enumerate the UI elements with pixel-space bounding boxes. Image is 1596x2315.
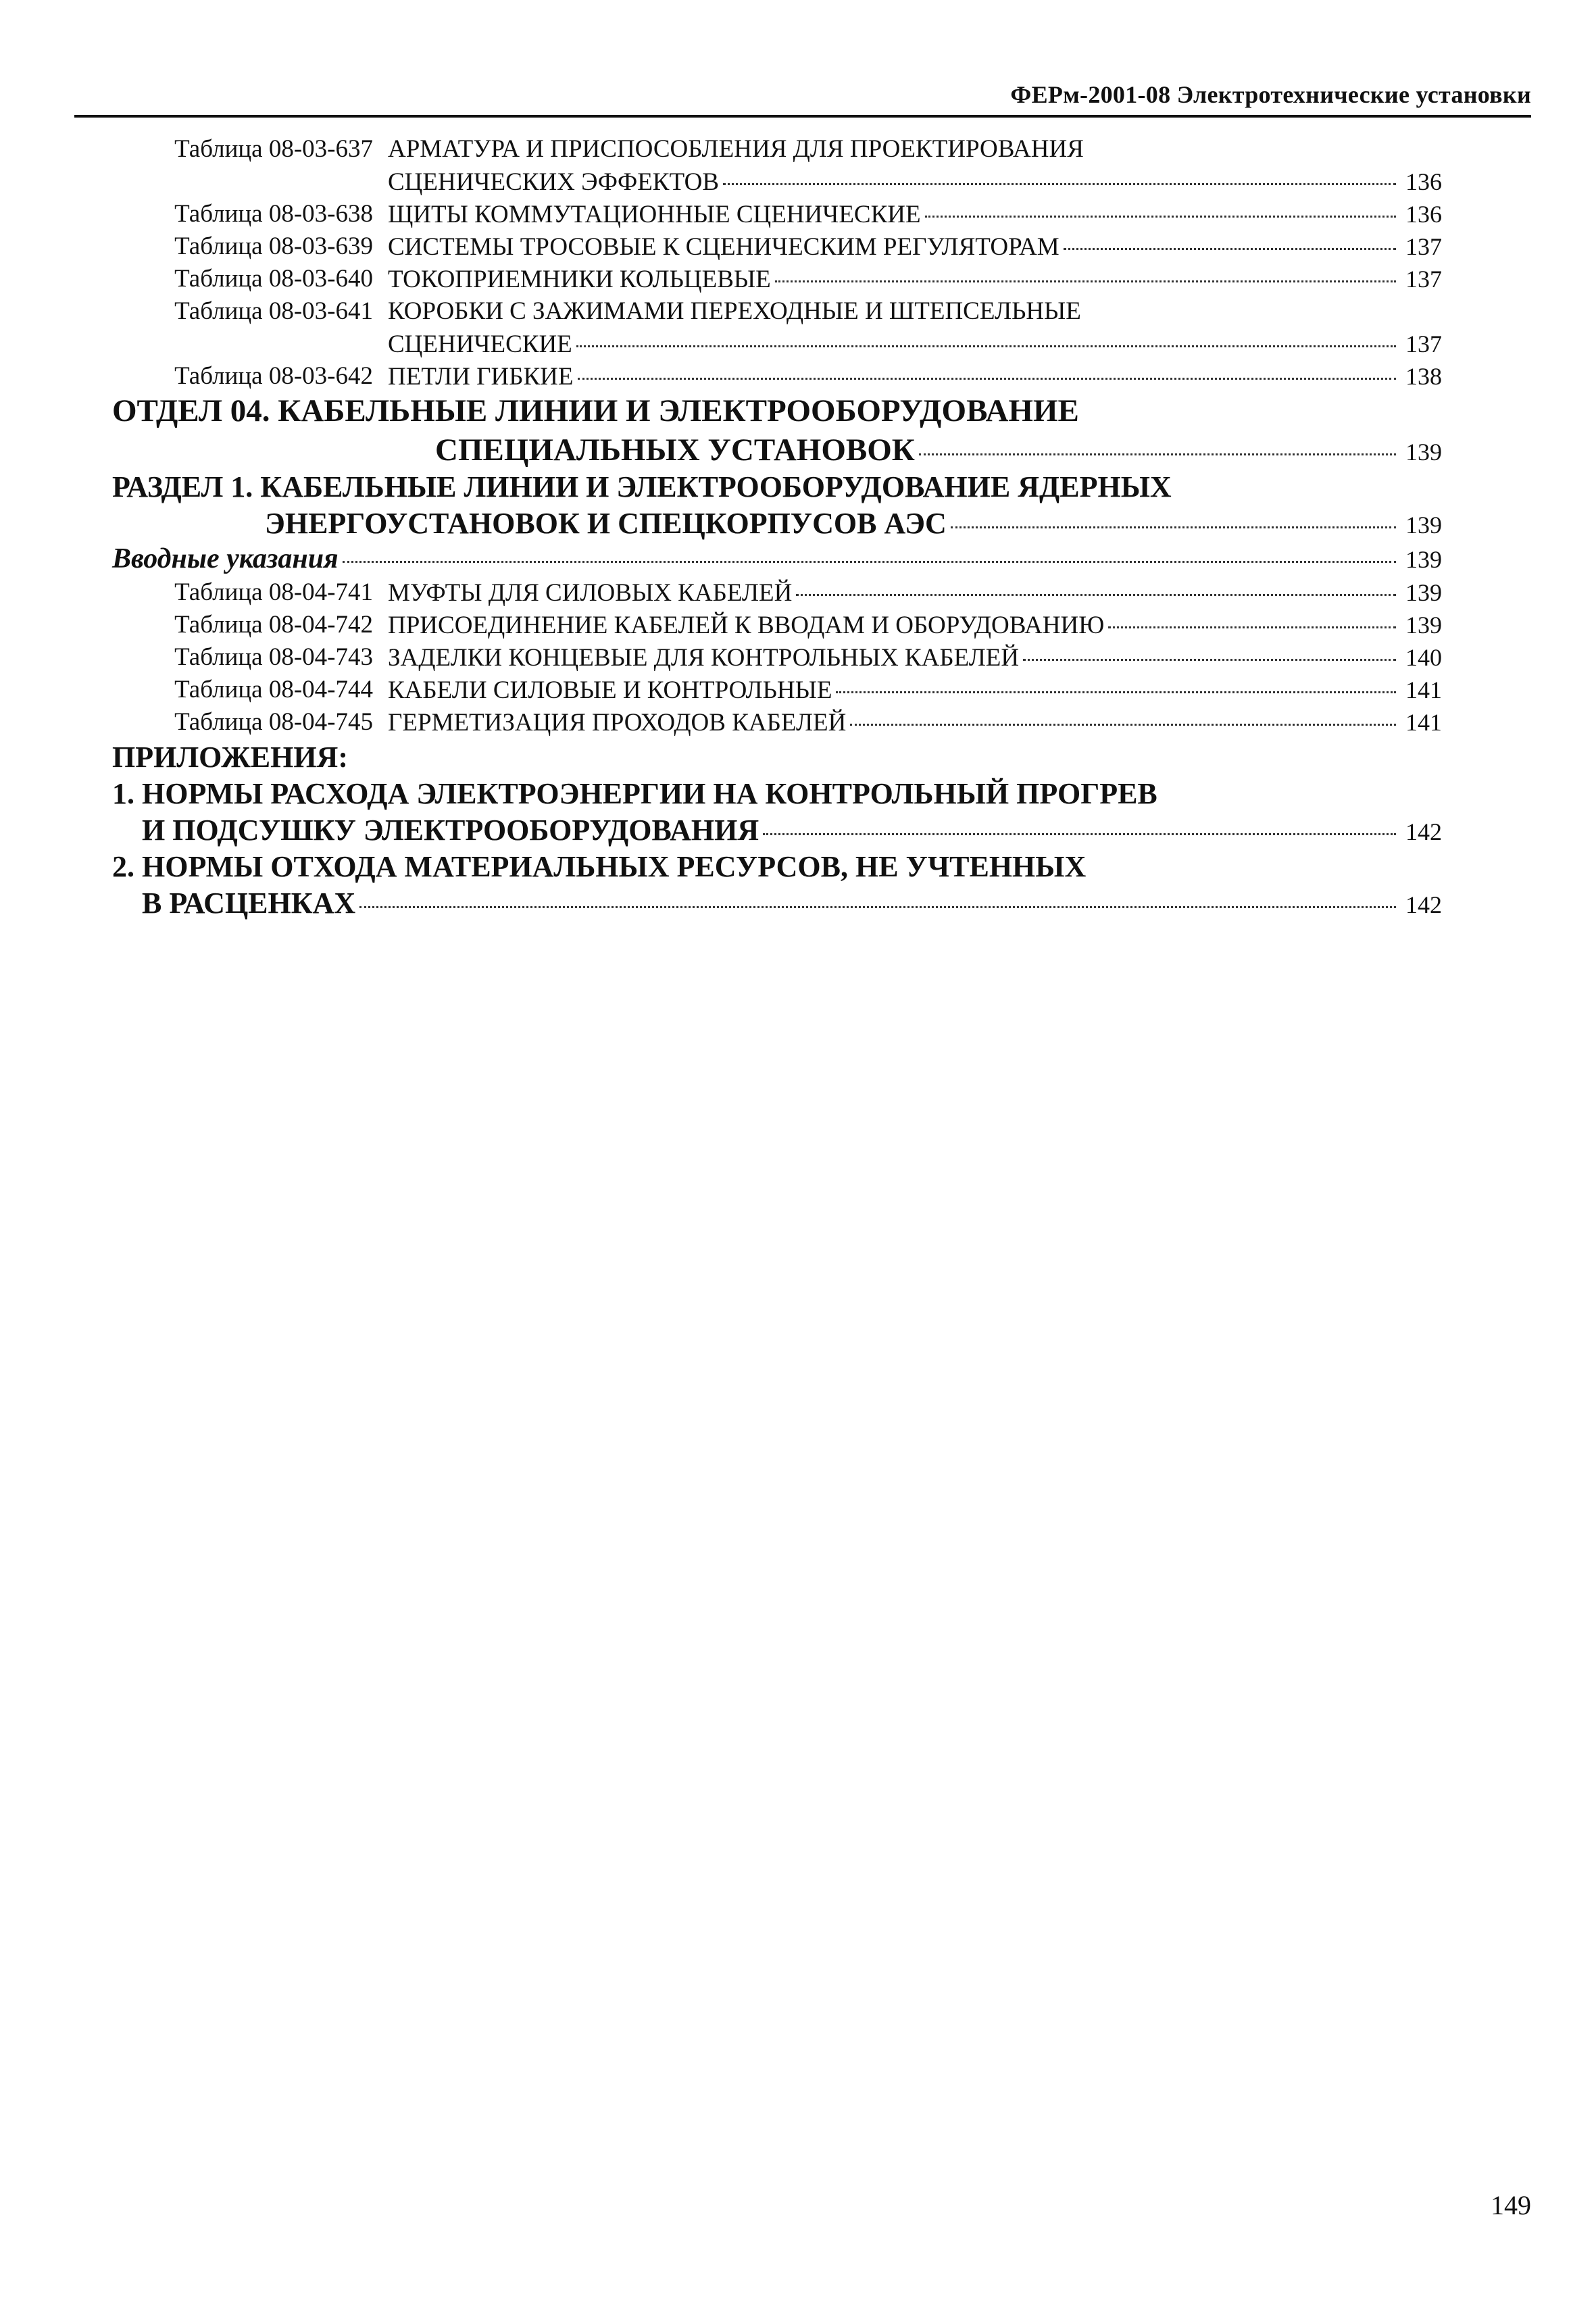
dot-leader — [836, 691, 1396, 693]
toc-appendix-2[interactable] — [0, 847, 1596, 887]
toc-entry-title: ТОКОПРИЕМНИКИ КОЛЬЦЕВЫЕ — [388, 266, 771, 293]
toc-entry-page: 142 — [1405, 818, 1442, 845]
toc-entry-08-04-742[interactable] — [0, 608, 1596, 642]
toc-prilozheniya[interactable] — [0, 738, 1596, 777]
toc-razdel-1[interactable] — [0, 468, 1596, 507]
toc-entry-page: 140 — [1405, 644, 1442, 671]
toc-razdel-line1: РАЗДЕЛ 1. КАБЕЛЬНЫЕ ЛИНИИ И ЭЛЕКТРООБОРУДОВАНИЕ ЯДЕРНЫХ — [112, 470, 1172, 503]
toc-entry-dotted — [388, 576, 1442, 610]
toc-entry-title-line1: АРМАТУРА И ПРИСПОСОБЛЕНИЯ ДЛЯ ПРОЕКТИРОВАНИЯ — [388, 135, 1084, 163]
toc-appendix-1-cont[interactable] — [0, 811, 1596, 850]
toc-razdel-line2: ЭНЕРГОУСТАНОВОК И СПЕЦКОРПУСОВ АЭС — [265, 507, 947, 540]
toc-entry-label: Таблица 08-03-640 — [174, 265, 373, 293]
toc-entry-page: 141 — [1405, 676, 1442, 703]
toc-vvodnye-title: Вводные указания — [112, 543, 339, 574]
toc-entry-page: 139 — [1405, 439, 1442, 466]
toc-entry-title: МУФТЫ ДЛЯ СИЛОВЫХ КАБЕЛЕЙ — [388, 579, 793, 607]
toc-entry-title: ПРИСОЕДИНЕНИЕ КАБЕЛЕЙ К ВВОДАМ И ОБОРУДОВАНИЮ — [388, 612, 1105, 639]
toc-appendix-1-line2: И ПОДСУШКУ ЭЛЕКТРООБОРУДОВАНИЯ — [142, 814, 759, 847]
toc-entry-label: Таблица 08-04-743 — [174, 643, 373, 671]
toc-entry-label: Таблица 08-03-642 — [174, 362, 373, 390]
running-header: ФЕРм-2001-08 Электротехнические установки — [1010, 81, 1531, 108]
dot-leader — [1023, 659, 1396, 661]
dot-leader — [1108, 626, 1396, 628]
toc-appendix-2-cont[interactable] — [0, 884, 1596, 923]
toc-entry-dotted — [388, 262, 1442, 297]
toc-razdel-1-cont[interactable] — [0, 504, 1596, 543]
toc-entry-dotted — [142, 811, 1442, 851]
toc-entry-08-04-744[interactable] — [0, 673, 1596, 707]
toc-entry-08-04-741[interactable] — [0, 576, 1596, 609]
toc-appendix-1-line1: 1. НОРМЫ РАСХОДА ЭЛЕКТРОЭНЕРГИИ НА КОНТРОЛЬНЫЙ ПРОГРЕВ — [112, 777, 1157, 810]
toc-entry-page: 142 — [1405, 891, 1442, 918]
toc-entry-page: 138 — [1405, 363, 1442, 390]
toc-entry-dotted — [388, 359, 1442, 394]
toc-entry-page: 137 — [1405, 233, 1442, 260]
toc-entry-page: 136 — [1405, 201, 1442, 228]
toc-entry-page: 139 — [1405, 546, 1442, 573]
toc-entry-08-04-745[interactable] — [0, 705, 1596, 739]
toc-entry-label: Таблица 08-04-745 — [174, 708, 373, 736]
dot-leader — [576, 345, 1396, 347]
toc-vvodnye-ukazaniya[interactable] — [0, 541, 1596, 577]
toc-entry-08-03-642[interactable] — [0, 359, 1596, 393]
toc-appendix-2-line2: В РАСЦЕНКАХ — [142, 887, 356, 920]
dot-leader — [850, 724, 1396, 726]
toc-entry-title: СИСТЕМЫ ТРОСОВЫЕ К СЦЕНИЧЕСКИМ РЕГУЛЯТОРАМ — [388, 233, 1059, 261]
toc-entry-08-03-637-cont[interactable] — [0, 165, 1596, 199]
toc-entry-page: 136 — [1405, 168, 1442, 195]
toc-entry-page: 139 — [1405, 612, 1442, 639]
toc-entry-page: 141 — [1405, 709, 1442, 736]
toc-otdel-04-cont[interactable] — [0, 430, 1596, 470]
toc-entry-dotted — [388, 641, 1442, 675]
toc-entry-08-03-639[interactable] — [0, 230, 1596, 264]
toc-entry-label: Таблица 08-03-639 — [174, 232, 373, 260]
toc-otdel-04[interactable] — [0, 391, 1596, 431]
toc-appendix-2-line1: 2. НОРМЫ ОТХОДА МАТЕРИАЛЬНЫХ РЕСУРСОВ, НЕ УЧТЕННЫХ — [112, 850, 1087, 883]
dot-leader — [1064, 248, 1396, 250]
toc-entry-dotted — [388, 705, 1442, 740]
toc-entry-dotted — [388, 197, 1442, 232]
toc-entry-title: ПЕТЛИ ГИБКИЕ — [388, 363, 574, 391]
toc-entry-title-line2: СЦЕНИЧЕСКИХ ЭФФЕКТОВ — [388, 168, 719, 196]
dot-leader — [763, 833, 1396, 835]
toc-entry-dotted — [388, 165, 1442, 199]
toc-prilozheniya-title: ПРИЛОЖЕНИЯ: — [112, 741, 348, 774]
toc-entry-title: ЩИТЫ КОММУТАЦИОННЫЕ СЦЕНИЧЕСКИЕ — [388, 201, 921, 228]
toc-entry-label: Таблица 08-03-641 — [174, 297, 373, 325]
toc-entry-page: 137 — [1405, 266, 1442, 293]
toc-entry-dotted — [388, 230, 1442, 264]
toc-otdel-line1: ОТДЕЛ 04. КАБЕЛЬНЫЕ ЛИНИИ И ЭЛЕКТРООБОРУДОВАНИЕ — [112, 393, 1079, 428]
toc-entry-title: ЗАДЕЛКИ КОНЦЕВЫЕ ДЛЯ КОНТРОЛЬНЫХ КАБЕЛЕЙ — [388, 644, 1020, 672]
toc-entry-08-04-743[interactable] — [0, 641, 1596, 674]
dot-leader — [951, 526, 1396, 528]
toc-otdel-line2: СПЕЦИАЛЬНЫХ УСТАНОВОК — [435, 432, 915, 468]
toc-entry-08-03-638[interactable] — [0, 197, 1596, 231]
toc-entry-dotted — [388, 327, 1442, 362]
toc-entry-08-03-637[interactable] — [0, 132, 1596, 166]
toc-entry-dotted — [435, 430, 1442, 472]
toc-entry-08-03-640[interactable] — [0, 262, 1596, 296]
toc-entry-label: Таблица 08-04-744 — [174, 676, 373, 703]
toc-entry-dotted — [265, 504, 1442, 545]
toc-entry-08-03-641-cont[interactable] — [0, 327, 1596, 361]
toc-entry-title-line2: СЦЕНИЧЕСКИЕ — [388, 330, 572, 358]
toc-entry-dotted — [388, 608, 1442, 643]
dot-leader — [359, 906, 1396, 908]
toc-entry-08-03-641[interactable] — [0, 295, 1596, 328]
dot-leader — [723, 183, 1396, 185]
toc-entry-page: 137 — [1405, 330, 1442, 357]
toc-entry-page: 139 — [1405, 579, 1442, 606]
toc-entry-title: КАБЕЛИ СИЛОВЫЕ И КОНТРОЛЬНЫЕ — [388, 676, 832, 704]
toc-entry-label: Таблица 08-04-741 — [174, 578, 373, 606]
dot-leader — [578, 378, 1396, 380]
toc-entry-page: 139 — [1405, 512, 1442, 539]
toc-entry-dotted — [142, 884, 1442, 924]
toc-entry-label: Таблица 08-03-638 — [174, 200, 373, 228]
dot-leader — [343, 561, 1396, 563]
header-rule — [74, 115, 1531, 118]
toc-entry-title: ГЕРМЕТИЗАЦИЯ ПРОХОДОВ КАБЕЛЕЙ — [388, 709, 847, 737]
toc-appendix-1[interactable] — [0, 774, 1596, 814]
dot-leader — [925, 216, 1396, 218]
toc-entry-label: Таблица 08-04-742 — [174, 611, 373, 639]
page-number: 149 — [1491, 2190, 1531, 2220]
dot-leader — [775, 280, 1396, 282]
toc-entry-label: Таблица 08-03-637 — [174, 135, 373, 163]
dot-leader — [796, 594, 1396, 596]
toc-entry-dotted — [388, 673, 1442, 707]
dot-leader — [919, 453, 1396, 455]
toc-entry-dotted — [112, 541, 1442, 578]
toc-entry-title-line1: КОРОБКИ С ЗАЖИМАМИ ПЕРЕХОДНЫЕ И ШТЕПСЕЛЬНЫЕ — [388, 297, 1081, 325]
